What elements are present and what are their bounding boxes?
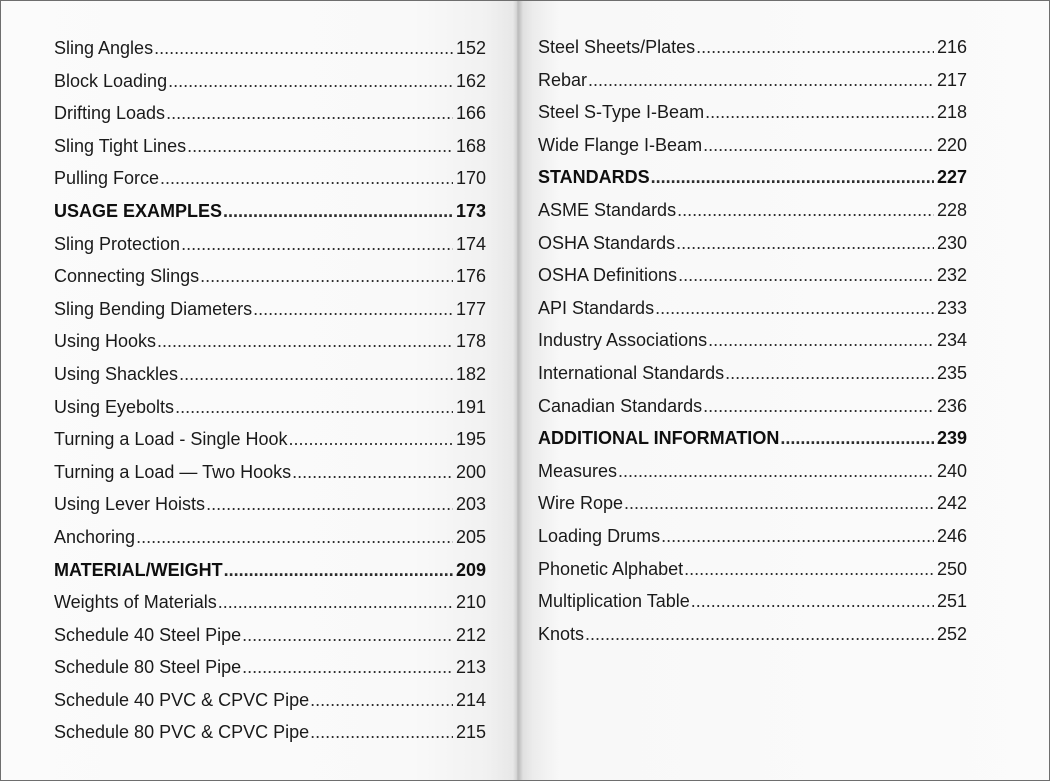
dot-leader bbox=[157, 325, 453, 358]
dot-leader bbox=[588, 64, 934, 97]
toc-entry-page-number: 234 bbox=[936, 330, 967, 351]
toc-entry-title: OSHA Definitions bbox=[538, 265, 678, 286]
dot-leader bbox=[187, 130, 453, 163]
toc-entry-page-number: 210 bbox=[455, 592, 486, 613]
toc-entry-page-number: 195 bbox=[455, 429, 486, 450]
toc-entry-page-number: 235 bbox=[936, 362, 967, 383]
toc-entry-page-number: 233 bbox=[936, 297, 967, 318]
dot-leader bbox=[310, 684, 453, 717]
toc-entry-knots bbox=[538, 618, 967, 651]
dot-leader bbox=[618, 455, 934, 488]
toc-entry-sling-protection bbox=[54, 228, 486, 261]
toc-entry-title: Schedule 80 Steel Pipe bbox=[54, 657, 242, 678]
dot-leader bbox=[703, 129, 934, 162]
toc-entry-schedule-40-steel-pipe bbox=[54, 619, 486, 652]
toc-entry-title: API Standards bbox=[538, 297, 655, 318]
toc-entry-page-number: 251 bbox=[936, 591, 967, 612]
toc-entry-page-number: 230 bbox=[936, 232, 967, 253]
toc-entry-wide-flange-i-beam bbox=[538, 129, 967, 162]
toc-entry-page-number: 152 bbox=[455, 38, 486, 58]
toc-entry-page-number: 213 bbox=[455, 657, 486, 678]
toc-entry-title: Multiplication Table bbox=[538, 591, 690, 612]
toc-entry-canadian-standards bbox=[538, 390, 967, 423]
toc-entry-page-number: 239 bbox=[936, 428, 967, 449]
dot-leader bbox=[218, 586, 453, 619]
toc-entry-asme-standards bbox=[538, 194, 967, 227]
toc-entry-title: Connecting Slings bbox=[54, 266, 200, 287]
toc-entry-page-number: 215 bbox=[455, 722, 486, 743]
toc-entry-title: Schedule 40 Steel Pipe bbox=[54, 624, 242, 645]
toc-section-additional-information bbox=[538, 422, 967, 455]
toc-entry-title: ADDITIONAL INFORMATION bbox=[538, 428, 780, 449]
toc-entry-page-number: 236 bbox=[936, 395, 967, 416]
dot-leader bbox=[200, 260, 453, 293]
toc-entry-sling-tight-lines bbox=[54, 130, 486, 163]
toc-entry-page-number: 214 bbox=[455, 689, 486, 710]
dot-leader bbox=[242, 619, 453, 652]
toc-entry-title: Measures bbox=[538, 460, 618, 481]
toc-entry-schedule-40-pvc-cpvc-pipe bbox=[54, 684, 486, 717]
toc-entry-title: Loading Drums bbox=[538, 525, 661, 546]
toc-entry-osha-standards bbox=[538, 227, 967, 260]
dot-leader bbox=[676, 227, 934, 260]
toc-entry-pulling-force bbox=[54, 162, 486, 195]
toc-entry-page-number: 182 bbox=[455, 363, 486, 384]
toc-entry-measures bbox=[538, 455, 967, 488]
toc-entry-page-number: 227 bbox=[936, 167, 967, 188]
dot-leader bbox=[725, 357, 934, 390]
toc-entry-page-number: 252 bbox=[936, 623, 967, 644]
dot-leader bbox=[705, 96, 934, 129]
toc-entry-title: Sling Angles bbox=[54, 38, 154, 58]
toc-entry-turning-a-load-single-hook bbox=[54, 423, 486, 456]
toc-entry-sling-bending-diameters bbox=[54, 293, 486, 326]
toc-entry-page-number: 205 bbox=[455, 526, 486, 547]
toc-entry-api-standards bbox=[538, 292, 967, 325]
toc-entry-page-number: 173 bbox=[455, 200, 486, 221]
toc-entry-using-hooks bbox=[54, 325, 486, 358]
toc-entry-title: Sling Tight Lines bbox=[54, 135, 187, 156]
dot-leader bbox=[780, 422, 934, 455]
toc-entry-title: Industry Associations bbox=[538, 330, 708, 351]
dot-leader bbox=[154, 32, 453, 65]
toc-entry-title: STANDARDS bbox=[538, 167, 650, 188]
dot-leader bbox=[242, 651, 453, 684]
toc-entry-connecting-slings bbox=[54, 260, 486, 293]
dot-leader bbox=[684, 553, 934, 586]
toc-entry-title: Weights of Materials bbox=[54, 592, 217, 613]
toc-entry-page-number: 162 bbox=[455, 70, 486, 91]
toc-entry-rebar bbox=[538, 64, 967, 97]
dot-leader bbox=[288, 423, 452, 456]
book-gutter bbox=[513, 1, 523, 780]
toc-entry-using-eyebolts bbox=[54, 391, 486, 424]
toc-entry-page-number: 217 bbox=[936, 69, 967, 90]
dot-leader bbox=[310, 716, 453, 749]
dot-leader bbox=[160, 162, 453, 195]
dot-leader bbox=[292, 456, 453, 489]
toc-entry-title: Schedule 40 PVC & CPVC Pipe bbox=[54, 689, 310, 710]
toc-entry-industry-associations bbox=[538, 324, 967, 357]
toc-entry-page-number: 228 bbox=[936, 199, 967, 220]
toc-entry-title: Using Shackles bbox=[54, 363, 179, 384]
dot-leader bbox=[179, 358, 453, 391]
dot-leader bbox=[168, 65, 453, 98]
toc-entry-title: Schedule 80 PVC & CPVC Pipe bbox=[54, 722, 310, 743]
dot-leader bbox=[703, 390, 934, 423]
toc-entry-title: International Standards bbox=[538, 362, 725, 383]
toc-entry-title: Using Eyebolts bbox=[54, 396, 175, 417]
toc-entry-title: Rebar bbox=[538, 69, 588, 90]
toc-entry-page-number: 242 bbox=[936, 493, 967, 514]
toc-entry-page-number: 246 bbox=[936, 525, 967, 546]
dot-leader bbox=[223, 195, 453, 228]
toc-entry-page-number: 166 bbox=[455, 103, 486, 124]
toc-entry-turning-a-load-two-hooks bbox=[54, 456, 486, 489]
dot-leader bbox=[585, 618, 934, 651]
toc-entry-page-number: 176 bbox=[455, 266, 486, 287]
toc-entry-page-number: 203 bbox=[455, 494, 486, 515]
toc-entry-title: Wire Rope bbox=[538, 493, 624, 514]
toc-entry-page-number: 170 bbox=[455, 168, 486, 189]
dot-leader bbox=[678, 259, 934, 292]
toc-entry-page-number: 232 bbox=[936, 265, 967, 286]
dot-leader bbox=[696, 31, 934, 64]
dot-leader bbox=[624, 487, 934, 520]
toc-entry-title: Turning a Load - Single Hook bbox=[54, 429, 288, 450]
toc-entry-steel-sheets-plates bbox=[538, 31, 967, 64]
toc-entry-page-number: 240 bbox=[936, 460, 967, 481]
toc-entry-using-shackles bbox=[54, 358, 486, 391]
toc-list-left bbox=[54, 32, 486, 749]
toc-entry-anchoring bbox=[54, 521, 486, 554]
toc-entry-title: Sling Protection bbox=[54, 233, 181, 254]
toc-entry-title: Sling Bending Diameters bbox=[54, 298, 253, 319]
toc-entry-page-number: 220 bbox=[936, 134, 967, 155]
dot-leader bbox=[708, 324, 934, 357]
dot-leader bbox=[136, 521, 453, 554]
toc-entry-page-number: 174 bbox=[455, 233, 486, 254]
toc-entry-title: Drifting Loads bbox=[54, 103, 166, 124]
toc-entry-weights-of-materials bbox=[54, 586, 486, 619]
toc-entry-multiplication-table bbox=[538, 585, 967, 618]
toc-entry-schedule-80-steel-pipe bbox=[54, 651, 486, 684]
toc-entry-phonetic-alphabet bbox=[538, 553, 967, 586]
toc-entry-page-number: 200 bbox=[455, 461, 486, 482]
toc-entry-page-number: 191 bbox=[455, 396, 486, 417]
toc-entry-title: Turning a Load — Two Hooks bbox=[54, 461, 292, 482]
dot-leader bbox=[181, 228, 453, 261]
dot-leader bbox=[651, 161, 934, 194]
toc-entry-page-number: 209 bbox=[455, 559, 486, 580]
dot-leader bbox=[655, 292, 934, 325]
dot-leader bbox=[206, 488, 453, 521]
dot-leader bbox=[224, 554, 453, 587]
toc-entry-title: Anchoring bbox=[54, 526, 136, 547]
dot-leader bbox=[677, 194, 934, 227]
toc-entry-page-number: 250 bbox=[936, 558, 967, 579]
toc-entry-title: ASME Standards bbox=[538, 199, 677, 220]
dot-leader bbox=[175, 391, 453, 424]
toc-entry-title: Using Hooks bbox=[54, 331, 157, 352]
dot-leader bbox=[661, 520, 934, 553]
toc-entry-title: Block Loading bbox=[54, 70, 168, 91]
toc-section-standards bbox=[538, 161, 967, 194]
toc-entry-page-number: 212 bbox=[455, 624, 486, 645]
toc-entry-steel-s-type-i-beam bbox=[538, 96, 967, 129]
dot-leader bbox=[253, 293, 453, 326]
toc-entry-drifting-loads bbox=[54, 97, 486, 130]
toc-entry-title: USAGE EXAMPLES bbox=[54, 200, 223, 221]
toc-entry-schedule-80-pvc-cpvc-pipe bbox=[54, 716, 486, 749]
toc-entry-title: Using Lever Hoists bbox=[54, 494, 206, 515]
toc-entry-page-number: 216 bbox=[936, 37, 967, 57]
toc-entry-title: Steel Sheets/Plates bbox=[538, 37, 696, 57]
toc-entry-title: OSHA Standards bbox=[538, 232, 676, 253]
toc-entry-osha-definitions bbox=[538, 259, 967, 292]
toc-entry-title: Phonetic Alphabet bbox=[538, 558, 684, 579]
toc-entry-page-number: 218 bbox=[936, 102, 967, 123]
toc-section-material-weight bbox=[54, 554, 486, 587]
toc-entry-page-number: 168 bbox=[455, 135, 486, 156]
dot-leader bbox=[691, 585, 934, 618]
toc-entry-page-number: 177 bbox=[455, 298, 486, 319]
toc-entry-using-lever-hoists bbox=[54, 488, 486, 521]
toc-entry-title: Steel S-Type I-Beam bbox=[538, 102, 705, 123]
toc-entry-title: Knots bbox=[538, 623, 585, 644]
toc-entry-title: MATERIAL/WEIGHT bbox=[54, 559, 223, 580]
toc-entry-loading-drums bbox=[538, 520, 967, 553]
toc-entry-title: Canadian Standards bbox=[538, 395, 703, 416]
toc-entry-page-number: 178 bbox=[455, 331, 486, 352]
dot-leader bbox=[166, 97, 453, 130]
toc-entry-wire-rope bbox=[538, 487, 967, 520]
toc-entry-international-standards bbox=[538, 357, 967, 390]
toc-section-usage-examples bbox=[54, 195, 486, 228]
toc-entry-sling-angles bbox=[54, 32, 486, 65]
toc-entry-block-loading bbox=[54, 65, 486, 98]
toc-entry-title: Pulling Force bbox=[54, 168, 160, 189]
toc-entry-title: Wide Flange I-Beam bbox=[538, 134, 703, 155]
toc-list-right bbox=[538, 31, 967, 650]
